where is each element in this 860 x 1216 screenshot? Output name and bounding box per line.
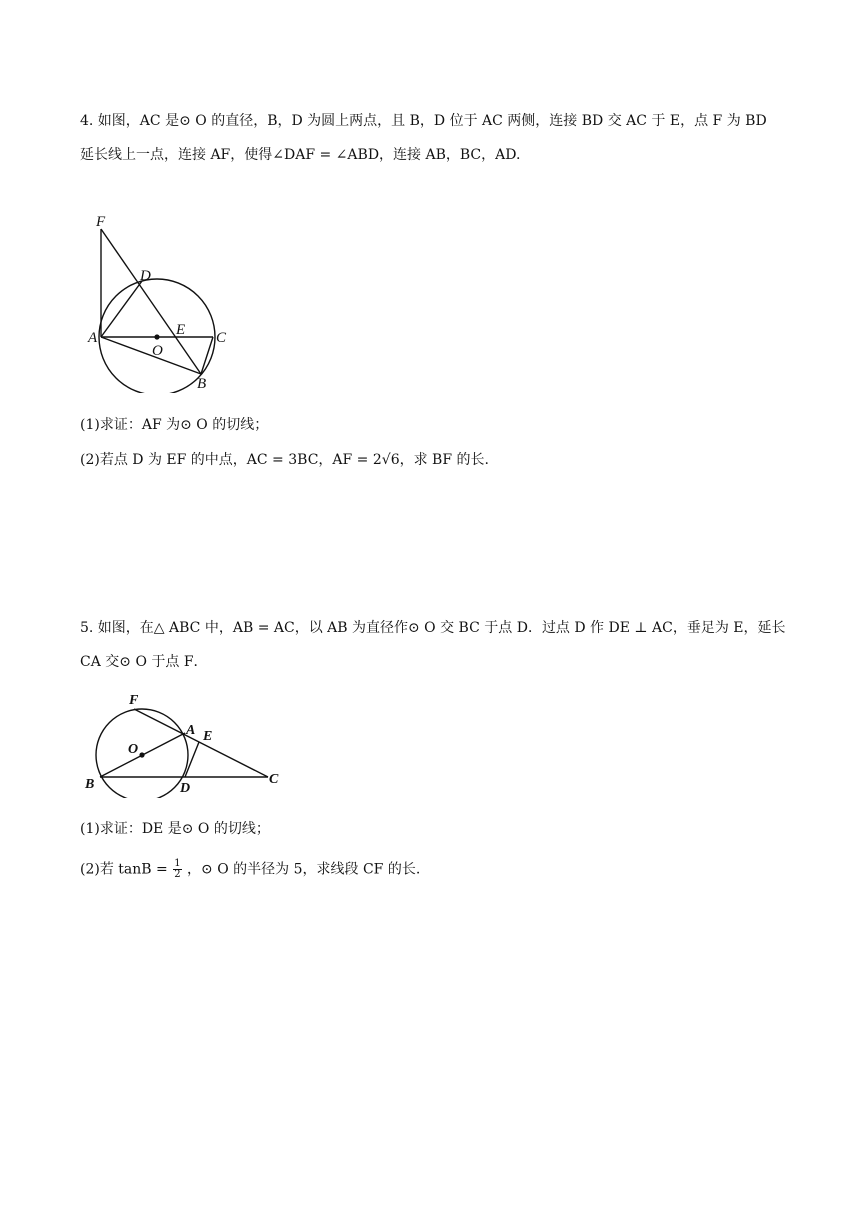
fraction-numerator: 1 xyxy=(174,858,181,869)
label-d: D xyxy=(180,781,191,796)
center-point-o xyxy=(154,334,159,339)
label-a: A xyxy=(186,723,196,738)
problem5-figure xyxy=(82,688,282,798)
label-c: C xyxy=(216,330,227,346)
segment-bc xyxy=(201,337,213,374)
problem4-statement-line2: 延长线上一点，连接 AF，使得∠DAF = ∠ABD，连接 AB，BC，AD. xyxy=(80,147,521,163)
label-o: O xyxy=(152,343,163,359)
label-e: E xyxy=(176,322,186,338)
label-f: F xyxy=(96,214,106,230)
problem5-statement-line1: 5. 如图，在△ ABC 中，AB = AC，以 AB 为直径作⊙ O 交 BC 于点 D．过点 D 作 DE ⊥ AC，垂足为 E，延长 xyxy=(80,620,786,636)
problem5-statement-line2: CA 交⊙ O 于点 F． xyxy=(80,654,208,670)
label-f: F xyxy=(129,693,139,708)
label-c: C xyxy=(269,772,279,787)
problem5-question1: (1)求证：DE 是⊙ O 的切线； xyxy=(80,821,270,837)
label-o: O xyxy=(128,742,139,757)
label-b: B xyxy=(197,376,207,392)
problem4-figure xyxy=(84,208,244,393)
label-e: E xyxy=(203,729,213,744)
question2-suffix: ，⊙ O 的半径为 5，求线段 CF 的长. xyxy=(187,861,421,878)
segment-fc xyxy=(134,709,268,777)
segment-ab xyxy=(101,337,201,374)
problem4-question2: (2)若点 D 为 EF 的中点，AC = 3BC，AF = 2√6，求 BF 的长. xyxy=(80,452,489,468)
question2-prefix: (2)若 tanB = xyxy=(80,861,168,878)
fraction-one-half xyxy=(173,859,181,880)
segment-ad xyxy=(101,281,142,337)
problem4-statement-line1: 4. 如图，AC 是⊙ O 的直径，B，D 为圆上两点，且 B，D 位于 AC 两侧，连接 BD 交 AC 于 E，点 F 为 BD xyxy=(80,113,767,129)
label-b: B xyxy=(85,777,95,792)
label-d: D xyxy=(140,268,151,284)
problem4-question1: (1)求证：AF 为⊙ O 的切线； xyxy=(80,417,269,433)
fraction-denominator: 2 xyxy=(174,869,181,880)
problem5-question2 xyxy=(80,859,420,880)
center-point-o xyxy=(139,752,144,757)
label-a: A xyxy=(88,330,98,346)
segment-fb xyxy=(101,229,201,374)
